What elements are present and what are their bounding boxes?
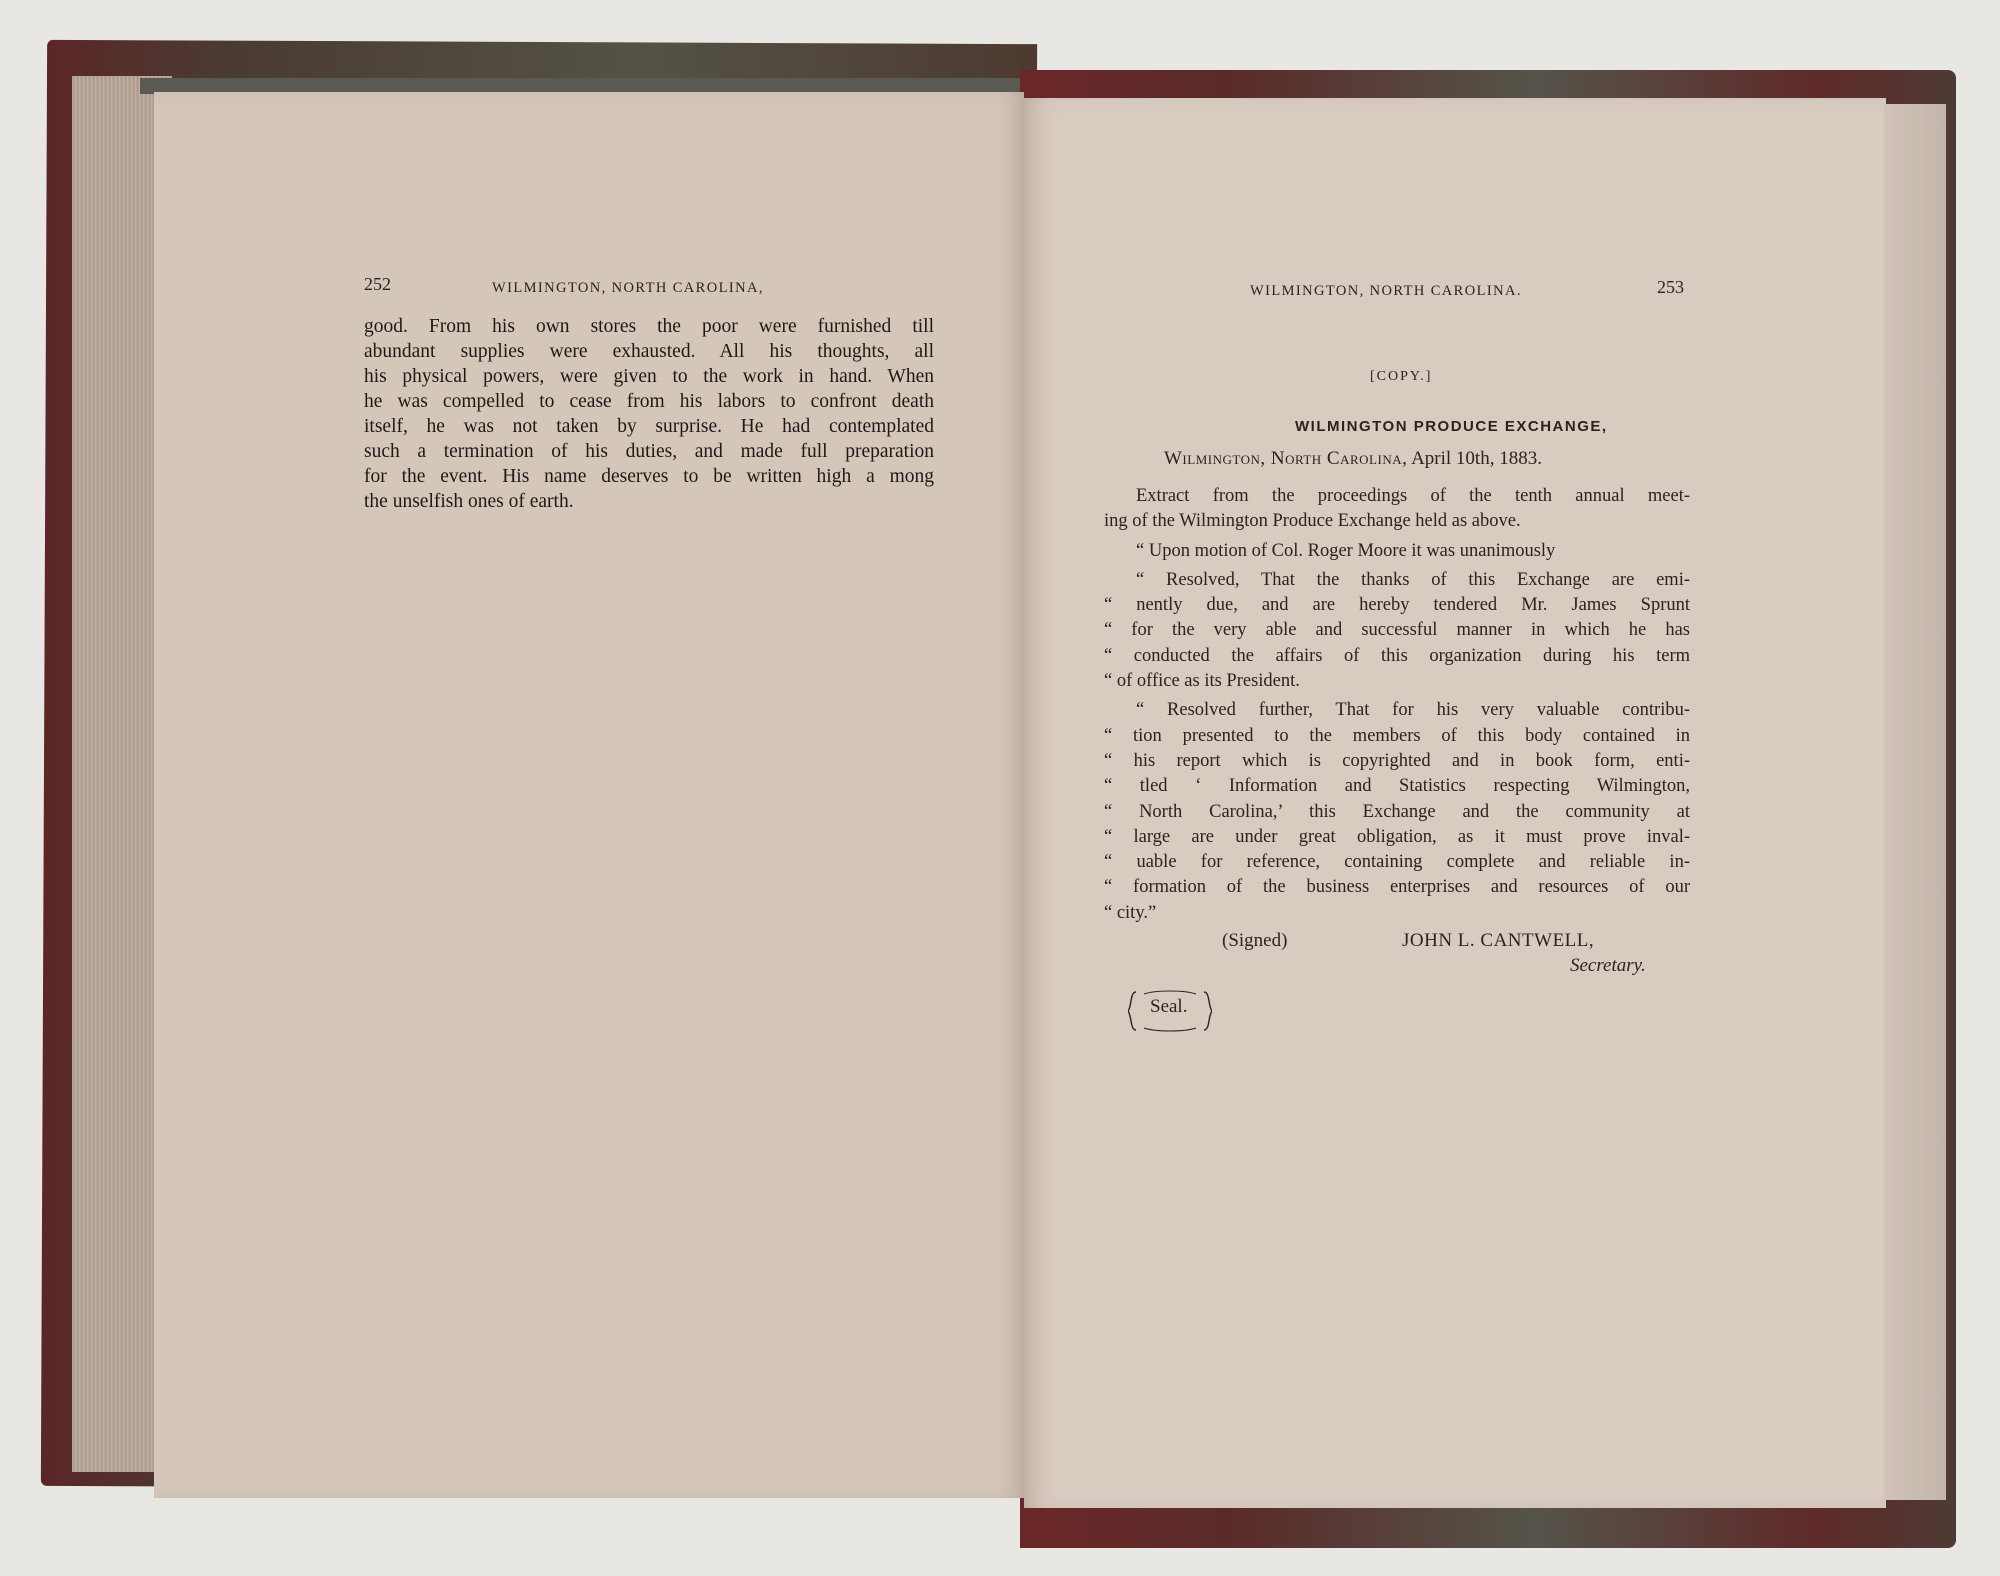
left-body-line: good. From his own stores the poor were furnished till xyxy=(364,316,934,337)
resolution-line: “ nently due, and are hereby tendered Mr. James Sprunt xyxy=(1104,595,1690,616)
signer-name: JOHN L. CANTWELL, xyxy=(1402,930,1595,951)
resolution-line: Extract from the proceedings of the tenth annual meet- xyxy=(1136,486,1690,506)
left-running-head: WILMINGTON, NORTH CAROLINA, xyxy=(492,280,764,296)
resolution-paragraph xyxy=(1104,568,1690,694)
resolution-line: “ North Carolina,’ this Exchange and the community at xyxy=(1104,801,1690,822)
seal-label: Seal. xyxy=(1150,996,1188,1017)
signed-label: (Signed) xyxy=(1222,930,1288,951)
left-body-line: he was compelled to cease from his labors to confront death xyxy=(364,391,934,412)
resolution-line: “ uable for reference, containing complete and reliable in- xyxy=(1104,852,1690,873)
resolution-line: “ city.” xyxy=(1104,902,1157,923)
signer-title: Secretary. xyxy=(1570,955,1646,976)
left-body-line: for the event. His name deserves to be written high a mong xyxy=(364,466,934,487)
resolution-line: “ formation of the business enterprises and resources of our xyxy=(1104,877,1690,898)
resolution-text xyxy=(1104,484,1690,930)
resolution-line: ing of the Wilmington Produce Exchange held as above. xyxy=(1104,511,1521,532)
resolution-line: “ conducted the affairs of this organization during his term xyxy=(1104,645,1690,666)
resolution-line: “ of office as its President. xyxy=(1104,671,1300,692)
left-body-line: the unselfish ones of earth. xyxy=(364,491,574,512)
resolution-line: “ for the very able and successful manner in which he has xyxy=(1104,620,1690,641)
resolution-line: “ tion presented to the members of this body contained in xyxy=(1104,725,1690,746)
left-body-line: abundant supplies were exhausted. All his thoughts, all xyxy=(364,341,934,362)
resolution-paragraph xyxy=(1104,698,1690,926)
left-page-number: 252 xyxy=(364,274,391,294)
left-body-line: itself, he was not taken by surprise. He had contemplated xyxy=(364,416,934,437)
resolution-line: “ tled ‘ Information and Statistics respecting Wilmington, xyxy=(1104,776,1690,797)
exchange-heading: WILMINGTON PRODUCE EXCHANGE, xyxy=(1295,418,1608,435)
dateline-date: April 10th, 1883. xyxy=(1411,448,1542,469)
right-fore-edge xyxy=(1884,104,1946,1500)
resolution-line: “ Resolved, That the thanks of this Exchange are emi- xyxy=(1136,569,1690,590)
resolution-paragraph xyxy=(1104,539,1690,564)
left-body-text xyxy=(364,314,934,514)
resolution-line: “ Upon motion of Col. Roger Moore it was unanimously xyxy=(1136,540,1556,561)
left-body-line: such a termination of his duties, and made full preparation xyxy=(364,441,934,462)
resolution-line: “ Resolved further, That for his very valuable contribu- xyxy=(1136,700,1690,721)
right-page-number: 253 xyxy=(1657,277,1684,297)
resolution-paragraph xyxy=(1104,484,1690,535)
resolution-line: “ his report which is copyrighted and in book form, enti- xyxy=(1104,750,1690,771)
resolution-line: “ large are under great obligation, as it must prove inval- xyxy=(1104,826,1690,847)
dateline-place: Wilmington, North Carolina, xyxy=(1164,448,1408,469)
copy-mark: [COPY.] xyxy=(1370,369,1433,384)
left-body-line: his physical powers, were given to the work in hand. When xyxy=(364,366,934,387)
left-page xyxy=(154,92,1024,1498)
right-running-head: WILMINGTON, NORTH CAROLINA. xyxy=(1250,283,1522,299)
dateline xyxy=(1164,448,1542,470)
